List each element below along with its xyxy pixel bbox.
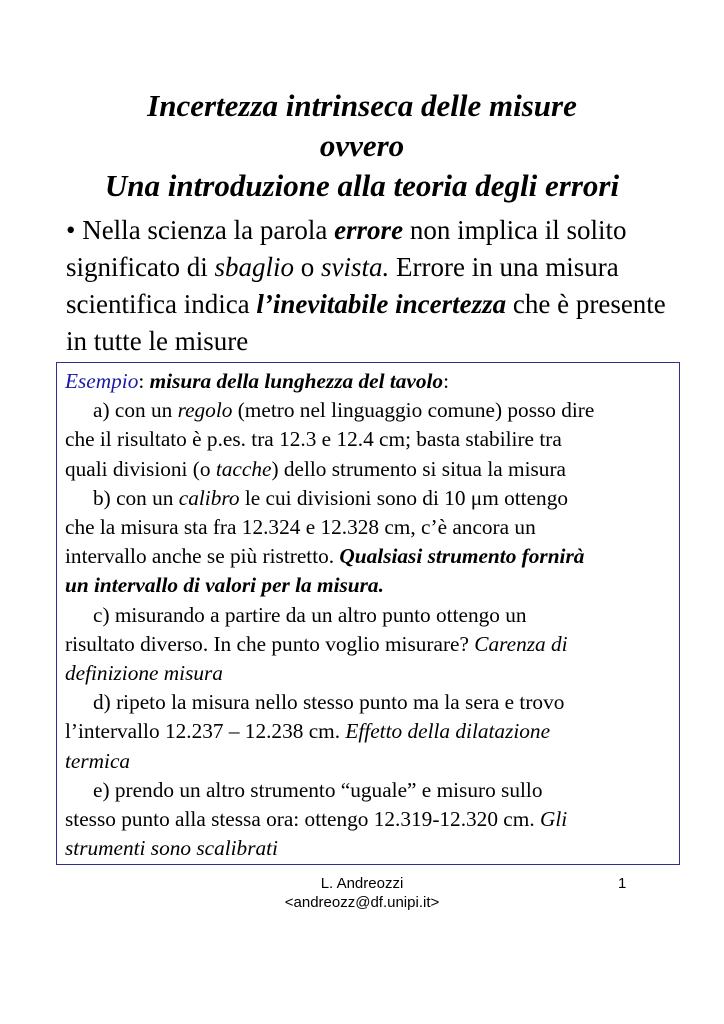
text: e) prendo un altro strumento “uguale” e misuro sullo: [93, 777, 543, 802]
example-line: [65, 425, 675, 454]
text: :: [138, 369, 150, 393]
example-line: [65, 455, 675, 484]
text: intervallo anche se più ristretto.: [65, 544, 340, 569]
example-line: [65, 513, 675, 542]
intro-text: Nella scienza la parola: [75, 215, 335, 245]
bullet: •: [66, 215, 76, 245]
example-line: [65, 601, 675, 630]
example-line: [65, 630, 675, 659]
term-sbaglio: sbaglio: [214, 252, 294, 282]
conclusion: termica: [65, 748, 131, 773]
term: tacche: [215, 456, 272, 481]
text: quali divisioni (o: [65, 456, 216, 481]
example-line: [65, 776, 675, 805]
example-heading: misura della lunghezza del tavolo: [149, 369, 444, 393]
example-line: [65, 484, 675, 513]
conclusion: strumenti sono scalibrati: [65, 836, 278, 861]
term-errore: errore: [334, 215, 404, 245]
text: ) dello strumento si situa la misura: [271, 456, 566, 481]
footer-author: [242, 874, 482, 912]
conclusion: Carenza di: [474, 631, 568, 656]
intro-text: non implica il solito significato di: [66, 215, 627, 282]
author-name: L. Andreozzi: [320, 875, 404, 892]
author-email: <andreozz@df.unipi.it>: [284, 894, 440, 911]
example-line: [65, 717, 675, 746]
example-line: [65, 571, 675, 600]
example-line: [65, 805, 675, 834]
text: le cui divisioni sono di 10 μm ottengo: [239, 485, 568, 510]
text: a) con un: [93, 398, 178, 423]
intro-text: o: [294, 252, 321, 282]
example-line: [65, 747, 675, 776]
conclusion: Gli: [539, 807, 568, 832]
term-svista: svista.: [321, 252, 390, 282]
example-box: [56, 362, 680, 865]
title-line-3: Una introduzione alla teoria degli errori: [104, 168, 620, 203]
text: che il risultato è p.es. tra 12.3 e 12.4 cm; basta stabilire tra: [65, 427, 562, 452]
example-line: [65, 834, 675, 863]
example-line: [65, 367, 675, 396]
intro-text: Errore in una misura scientifica indica: [66, 252, 619, 319]
example-line: [65, 396, 675, 425]
text: (metro nel linguaggio comune) posso dire: [232, 398, 595, 423]
text: risultato diverso. In che punto voglio misurare?: [65, 631, 475, 656]
emphasis: un intervallo di valori per la misura.: [65, 573, 384, 598]
term: calibro: [178, 485, 240, 510]
conclusion: definizione misura: [65, 661, 223, 686]
example-line: [65, 688, 675, 717]
term: regolo: [177, 398, 233, 423]
example-line: [65, 659, 675, 688]
emphasis: Qualsiasi strumento fornirà: [339, 544, 585, 569]
example-content: [65, 367, 675, 863]
term-incertezza: l’inevitabile incertezza: [256, 289, 507, 319]
text: :: [443, 369, 449, 393]
text: b) con un: [93, 485, 179, 510]
conclusion: Effetto della dilatazione: [345, 719, 551, 744]
text: l’intervallo 12.237 – 12.238 cm.: [65, 719, 346, 744]
text: che la misura sta fra 12.324 e 12.328 cm, c’è ancora un: [65, 515, 536, 540]
text: stesso punto alla stessa ora: ottengo 12.319-12.320 cm.: [65, 807, 540, 832]
page-number: 1: [618, 875, 627, 892]
title-line-2: ovvero: [319, 128, 405, 163]
text: d) ripeto la misura nello stesso punto ma la sera e trovo: [93, 690, 565, 715]
text: c) misurando a partire da un altro punto ottengo un: [93, 602, 527, 627]
title-line-1: Incertezza intrinseca delle misure: [147, 88, 577, 123]
intro-text: che è presente in tutte le misure: [66, 289, 666, 356]
example-label: Esempio: [65, 369, 139, 393]
example-line: [65, 542, 675, 571]
intro-paragraph: [66, 212, 686, 360]
